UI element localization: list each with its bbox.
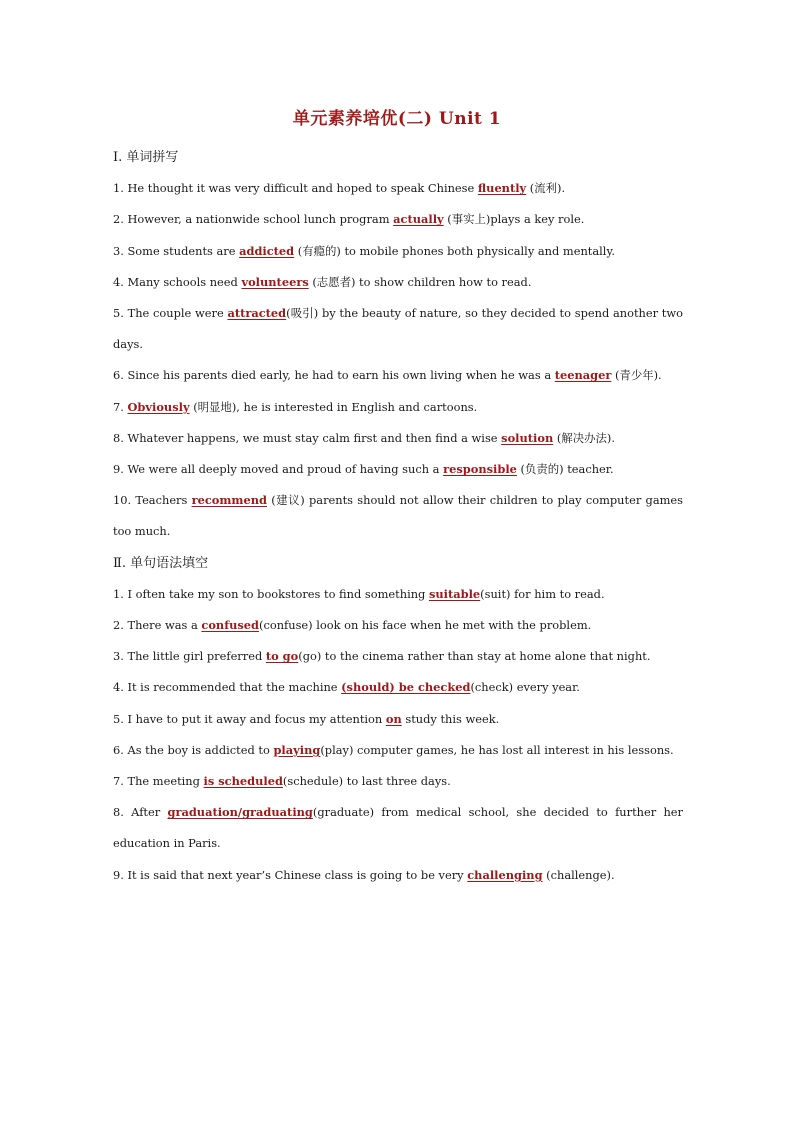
item-text: (challenge). [542,867,615,882]
answer-text: addicted [239,243,295,258]
item-text: (流利). [526,181,566,196]
spelling-items [113,173,683,547]
answer-text: graduation/graduating [167,805,313,820]
list-item [113,173,683,204]
item-text: (有瘾的) to mobile phones both physically and mentally. [294,243,615,258]
item-text: (go) to the cinema rather than stay at home alone that night. [298,649,651,664]
list-item [113,204,683,235]
answer-text: solution [501,430,554,445]
answer-text: attracted [227,306,287,321]
item-text: (confuse) look on his face when he met with the problem. [259,618,592,633]
item-text: 2. However, a nationwide school lunch program [113,212,394,227]
list-item [113,610,683,641]
item-text: 2. There was a [113,618,202,633]
list-item [113,797,683,859]
answer-text: responsible [443,462,517,477]
item-text: (schedule) to last three days. [282,774,451,789]
item-text: 9. It is said that next year’s Chinese class is going to be very [113,867,468,882]
item-text: (suit) for him to read. [480,586,605,601]
page-title: 单元素养培优(二) Unit 1 [292,109,502,129]
item-text: (graduate) from medical school, she decided to further her education in Paris. [113,805,683,851]
list-item [113,454,683,485]
item-text: 10. Teachers [113,493,192,508]
list-item [113,641,683,672]
item-text: 5. I have to put it away and focus my attention [113,711,386,726]
answer-text: fluently [477,181,527,196]
item-text: (吸引) by the beauty of nature, so they decided to spend another two days. [113,306,683,352]
item-text: (play) computer games, he has lost all interest in his lessons. [320,742,674,757]
item-text: 6. Since his parents died early, he had to earn his own living when he was a [113,368,555,383]
list-item [113,423,683,454]
list-item [113,704,683,735]
item-text: 6. As the boy is addicted to [113,742,274,757]
item-text: 7. The meeting [113,774,204,789]
item-text: 4. Many schools need [113,274,242,289]
item-text: (青少年). [611,368,662,383]
answer-text: to go [265,649,299,664]
list-item [113,267,683,298]
item-text: 8. Whatever happens, we must stay calm first and then find a wise [113,430,502,445]
item-text: 3. Some students are [113,243,240,258]
grammar-items [113,579,683,891]
answer-text: playing [273,742,321,757]
answer-text: confused [201,618,260,633]
item-text: (志愿者) to show children how to read. [308,274,532,289]
list-item [113,236,683,267]
item-text: (check) every year. [470,680,580,695]
item-text: 9. We were all deeply moved and proud of having such a [113,462,444,477]
item-text: (明显地), he is interested in English and cartoons. [189,399,478,414]
list-item [113,298,683,360]
list-item [113,579,683,610]
item-text: study this week. [401,711,500,726]
list-item [113,485,683,547]
item-text: (负责的) teacher. [516,462,614,477]
list-item [113,766,683,797]
item-text: 1. I often take my son to bookstores to find something [113,586,429,601]
answer-text: actually [393,212,444,227]
list-item [113,860,683,891]
answer-text: volunteers [241,274,309,289]
answer-text: recommend [191,493,267,508]
list-item [113,392,683,423]
section-heading-spelling: Ⅰ. 单词拼写 [113,150,179,165]
answer-text: (should) be checked [341,680,471,695]
item-text: 1. He thought it was very difficult and hoped to speak Chinese [113,181,478,196]
answer-text: challenging [467,867,543,882]
answer-text: is scheduled [203,774,283,789]
answer-text: on [385,711,402,726]
item-text: 5. The couple were [113,306,228,321]
answer-text: Obviously [127,399,190,414]
list-item [113,672,683,703]
item-text: 3. The little girl preferred [113,649,266,664]
list-item [113,735,683,766]
section-heading-grammar: Ⅱ. 单句语法填空 [113,555,209,571]
answer-text: suitable [428,586,481,601]
answer-text: teenager [554,368,612,383]
list-item [113,360,683,391]
item-text: 7. [113,399,128,414]
item-text: (建议) parents should not allow their children to play computer games too much. [113,493,683,539]
item-text: 4. It is recommended that the machine [113,680,342,695]
worksheet-content [113,142,683,891]
item-text: 8. After [113,805,168,820]
item-text: (解决办法). [553,430,615,445]
item-text: (事实上)plays a key role. [443,212,585,227]
